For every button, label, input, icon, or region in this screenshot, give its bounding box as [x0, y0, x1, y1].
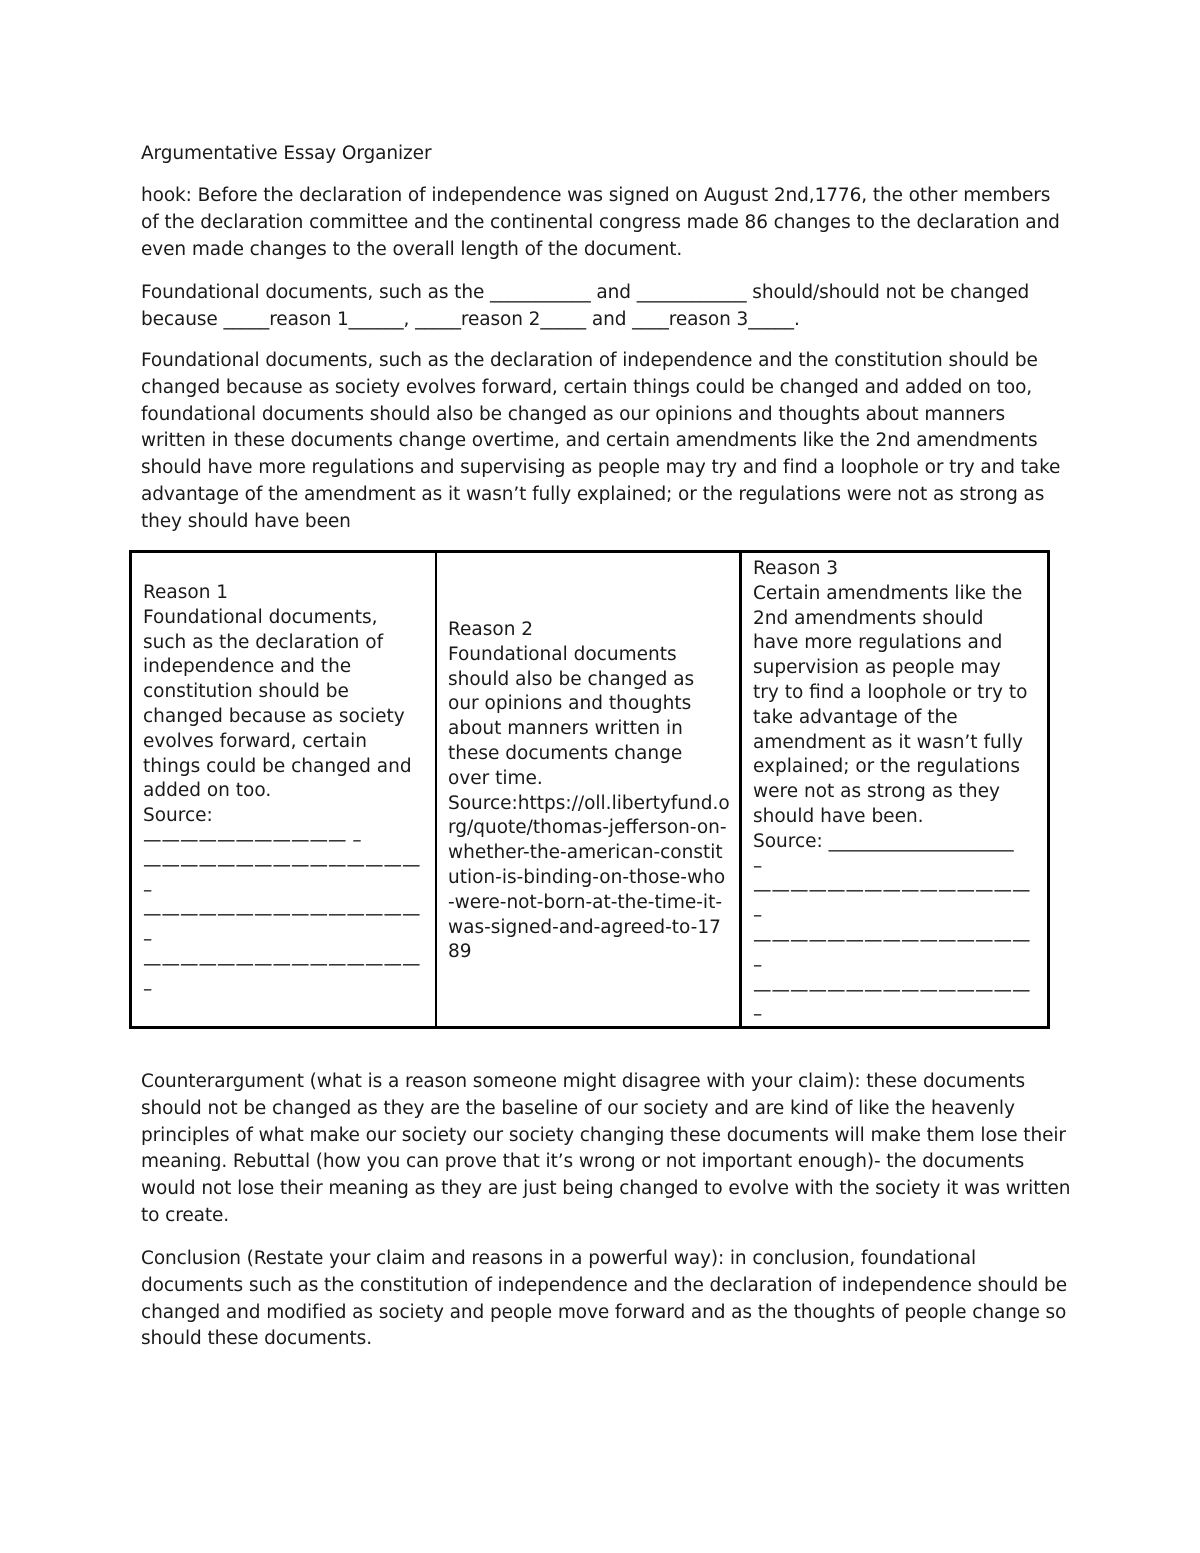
reason-3-line: try to find a loophole or try to [753, 681, 1028, 703]
reason-3-line: Reason 3 [753, 558, 839, 579]
reason-2-line: our opinions and thoughts [448, 693, 692, 715]
reason-1-line: – [143, 879, 153, 901]
reason-1-line: things could be changed and [143, 755, 412, 777]
reason-1-line: such as the declaration of [143, 631, 384, 653]
reason-3-line: supervision as people may [753, 657, 1001, 679]
reason-3-line: take advantage of the [753, 706, 958, 728]
reason-2-line: 89 [448, 941, 472, 963]
conclusion-paragraph: Conclusion (Restate your claim and reasons in a powerful way): in conclusion, foundational documents such as the constitution of independence and the declaration of independence should be changed and modified as society and people move forward and as the thoughts of people change so should these documents. [141, 1248, 1073, 1350]
reason-2-line: should also be changed as [448, 668, 695, 690]
reason-3-line: Source: ____________________ [753, 830, 1014, 852]
reason-3-line: were not as strong as they [753, 781, 1000, 803]
claim-paragraph: Foundational documents, such as the declaration of independence and the constitution should be changed because as society evolves forward, certain things could be changed and added on too, foundational documents should also be changed as our opinions and thoughts about manners written in these documents change overtime, and certain amendments like the 2nd amendments should have more regulations and supervising as people may try and find a loophole or try and take advantage of the amendment as it wasn’t fully explained; or the regulations were not as strong as they should have been [141, 350, 1067, 532]
document-title: Argumentative Essay Organizer [141, 143, 432, 164]
reason-3-line: – [753, 1004, 763, 1026]
reason-2-line: about manners written in [448, 718, 683, 740]
reason-2-line: whether-the-american-constit [448, 842, 723, 864]
reason-3-line: explained; or the regulations [753, 756, 1020, 778]
reason-1-line: constitution should be [143, 681, 349, 703]
reason-1-line: ——————————————— [143, 953, 421, 975]
reason-1-line: – [143, 929, 153, 951]
reason-2-line: over time. [448, 767, 543, 789]
reason-3-line: – [753, 855, 763, 877]
reason-3-line: ——————————————— [753, 880, 1031, 902]
reason-3-text [753, 557, 1041, 1026]
reason-1-line: Foundational documents, [143, 606, 378, 628]
reason-1-line: ——————————————— [143, 854, 421, 876]
reason-3-line: Certain amendments like the [753, 582, 1023, 604]
reason-2-line: Foundational documents [448, 643, 677, 665]
reason-2-line: rg/quote/thomas-jefferson-on- [448, 817, 727, 839]
reason-2-line: was-signed-and-agreed-to-17 [448, 916, 721, 938]
reason-3-line: should have been. [753, 805, 924, 827]
reason-2-line: -were-not-born-at-the-time-it- [448, 891, 723, 913]
reason-3-line: ——————————————— [753, 979, 1031, 1001]
reason-2-line: these documents change [448, 742, 683, 764]
reason-1-line: changed because as society [143, 705, 405, 727]
reason-1-line: independence and the [143, 656, 352, 678]
reason-3-line: 2nd amendments should [753, 607, 984, 629]
reason-1-line: ——————————— – [143, 829, 362, 851]
reason-3-line: – [753, 954, 763, 976]
reason-3-line: amendment as it wasn’t fully [753, 731, 1023, 753]
reason-1-line: Source: [143, 805, 213, 827]
hook-paragraph: hook: Before the declaration of independence was signed on August 2nd,1776, the other members of the declaration committee and the continental congress made 86 changes to the declaration and even made changes to the overall length of the document. [141, 185, 1066, 260]
reason-3-line: – [753, 905, 763, 927]
reason-1-text [143, 581, 429, 1003]
reason-2-line: Reason 2 [448, 619, 534, 640]
reason-1-line: Reason 1 [143, 582, 229, 603]
counterargument-paragraph: Counterargument (what is a reason someone might disagree with your claim): these documents should not be changed as they are the baseline of our society and are kind of like the heavenly principles of what make our society our society changing these documents will make them lose their meaning. Rebuttal (how you can prove that it’s wrong or not important enough)- the documents would not lose their meaning as they are just being changed to evolve with the society it was written to create. [141, 1071, 1077, 1226]
reason-2-text [448, 618, 733, 965]
reason-3-line: have more regulations and [753, 632, 1003, 654]
reason-1-line: – [143, 978, 153, 1000]
reason-3-cell [742, 553, 1047, 1026]
reason-1-line: evolves forward, certain [143, 730, 367, 752]
reason-2-line: ution-is-binding-on-those-who [448, 866, 726, 888]
reason-3-line: ——————————————— [753, 929, 1031, 951]
claim-template-paragraph: Foundational documents, such as the ___________ and ____________ should/should not be changed because _____reason 1______, _____reason 2_____ and ____reason 3_____. [141, 282, 1035, 330]
reason-1-line: ——————————————— [143, 904, 421, 926]
reasons-table [129, 550, 1050, 1029]
reason-1-cell [132, 553, 437, 1026]
reason-2-cell [437, 553, 742, 1026]
reason-2-line: Source:https://oll.libertyfund.o [448, 792, 730, 814]
reason-1-line: added on too. [143, 780, 272, 802]
